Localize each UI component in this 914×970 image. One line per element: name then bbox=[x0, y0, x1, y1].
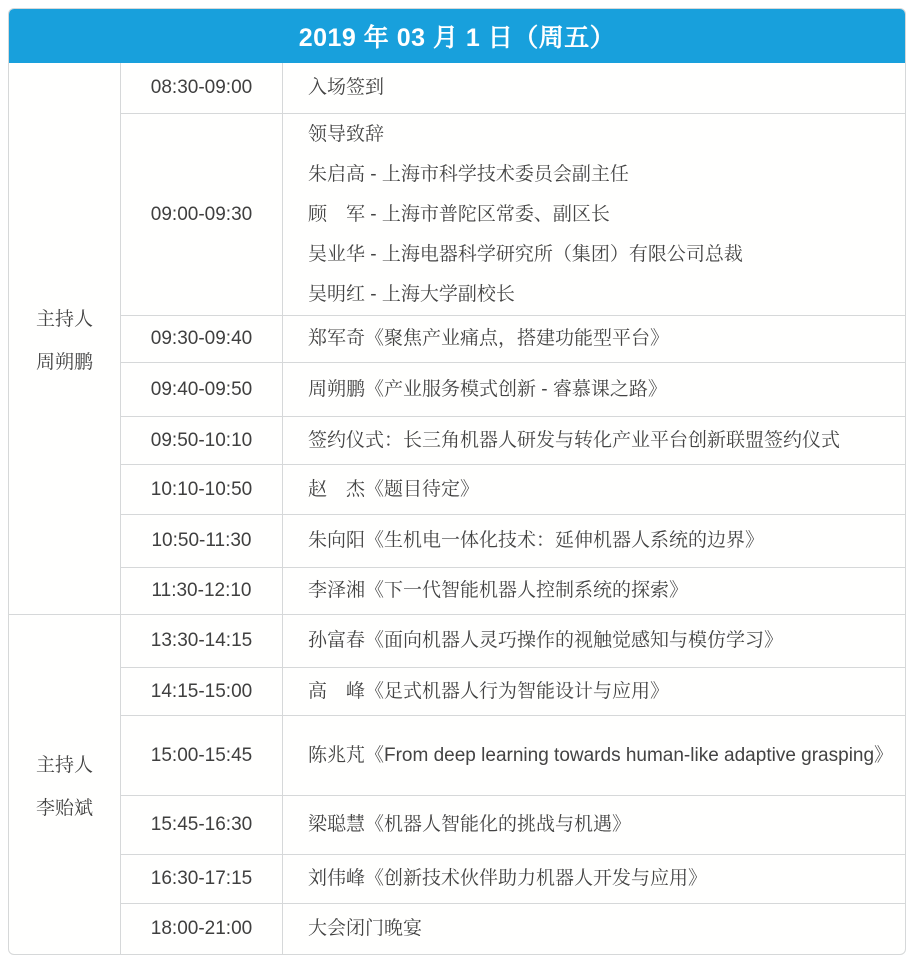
schedule-section bbox=[9, 63, 905, 614]
event-text-line: 大会闭门晚宴 bbox=[308, 918, 423, 939]
date-header: 2019 年 03 月 1 日（周五） bbox=[9, 9, 905, 63]
section-rows bbox=[121, 615, 905, 954]
event-cell bbox=[283, 63, 905, 113]
time-cell: 09:50-10:10 bbox=[121, 417, 283, 464]
moderator-label: 主持人 bbox=[35, 308, 93, 330]
schedule-section bbox=[9, 614, 905, 954]
table-row bbox=[121, 903, 905, 954]
time-cell: 09:40-09:50 bbox=[121, 363, 283, 416]
event-text-line: 郑军奇《聚焦产业痛点，搭建功能型平台》 bbox=[308, 328, 670, 349]
table-row bbox=[121, 63, 905, 113]
table-row bbox=[121, 514, 905, 567]
time-cell: 11:30-12:10 bbox=[121, 568, 283, 614]
event-text-line: 陈兆芃《From deep learning towards human-like adaptive grasping》 bbox=[308, 744, 894, 766]
table-row bbox=[121, 315, 905, 362]
table-row bbox=[121, 715, 905, 795]
event-cell bbox=[283, 316, 905, 362]
event-cell bbox=[283, 465, 905, 514]
event-text-line: 高 峰《足式机器人行为智能设计与应用》 bbox=[308, 680, 670, 702]
table-row bbox=[121, 464, 905, 514]
event-text-line: 赵 杰《题目待定》 bbox=[308, 478, 480, 500]
time-cell: 13:30-14:15 bbox=[121, 615, 283, 667]
time-cell: 09:30-09:40 bbox=[121, 316, 283, 362]
time-cell: 08:30-09:00 bbox=[121, 63, 283, 113]
table-row bbox=[121, 567, 905, 614]
event-text-line: 周朔鹏《产业服务模式创新 - 睿慕课之路》 bbox=[308, 378, 667, 400]
moderator-label: 主持人 bbox=[35, 754, 93, 776]
moderator-cell bbox=[9, 63, 121, 614]
event-cell bbox=[283, 668, 905, 715]
event-text-line: 签约仪式：长三角机器人研发与转化产业平台创新联盟签约仪式 bbox=[308, 429, 841, 451]
event-cell bbox=[283, 114, 905, 315]
event-cell bbox=[283, 568, 905, 614]
event-cell bbox=[283, 515, 905, 567]
section-rows bbox=[121, 63, 905, 614]
schedule-body bbox=[9, 63, 905, 954]
table-row bbox=[121, 667, 905, 715]
event-text-line: 孙富春《面向机器人灵巧操作的视触觉感知与模仿学习》 bbox=[308, 630, 784, 651]
table-row bbox=[121, 615, 905, 667]
time-cell: 15:00-15:45 bbox=[121, 716, 283, 795]
time-cell: 10:10-10:50 bbox=[121, 465, 283, 514]
table-row bbox=[121, 362, 905, 416]
time-cell: 10:50-11:30 bbox=[121, 515, 283, 567]
time-cell: 09:00-09:30 bbox=[121, 114, 283, 315]
event-cell bbox=[283, 716, 905, 795]
time-cell: 18:00-21:00 bbox=[121, 904, 283, 954]
time-cell: 16:30-17:15 bbox=[121, 855, 283, 903]
event-text-line: 吴业华 - 上海电器科学研究所（集团）有限公司总裁 bbox=[308, 243, 743, 265]
moderator-name: 李贻斌 bbox=[35, 797, 93, 819]
table-row bbox=[121, 854, 905, 903]
moderator-cell bbox=[9, 615, 121, 954]
event-cell bbox=[283, 904, 905, 954]
event-text-line: 顾 军 - 上海市普陀区常委、副区长 bbox=[308, 203, 610, 225]
event-cell bbox=[283, 796, 905, 854]
event-cell bbox=[283, 363, 905, 416]
conference-schedule-table bbox=[8, 8, 906, 955]
event-cell bbox=[283, 855, 905, 903]
event-text-line: 梁聪慧《机器人智能化的挑战与机遇》 bbox=[308, 814, 632, 835]
event-cell bbox=[283, 615, 905, 667]
moderator-name: 周朔鹏 bbox=[35, 351, 93, 373]
event-text-line: 入场签到 bbox=[308, 77, 385, 98]
table-row bbox=[121, 113, 905, 315]
event-text-line: 吴明红 - 上海大学副校长 bbox=[308, 283, 515, 305]
event-text-line: 领导致辞 bbox=[308, 123, 385, 145]
event-cell bbox=[283, 417, 905, 464]
time-cell: 15:45-16:30 bbox=[121, 796, 283, 854]
event-text-line: 朱向阳《生机电一体化技术：延伸机器人系统的边界》 bbox=[308, 530, 765, 551]
event-text-line: 朱启高 - 上海市科学技术委员会副主任 bbox=[308, 163, 629, 185]
table-row bbox=[121, 416, 905, 464]
table-row bbox=[121, 795, 905, 854]
time-cell: 14:15-15:00 bbox=[121, 668, 283, 715]
event-text-line: 李泽湘《下一代智能机器人控制系统的探索》 bbox=[308, 580, 689, 601]
event-text-line: 刘伟峰《创新技术伙伴助力机器人开发与应用》 bbox=[308, 868, 708, 889]
